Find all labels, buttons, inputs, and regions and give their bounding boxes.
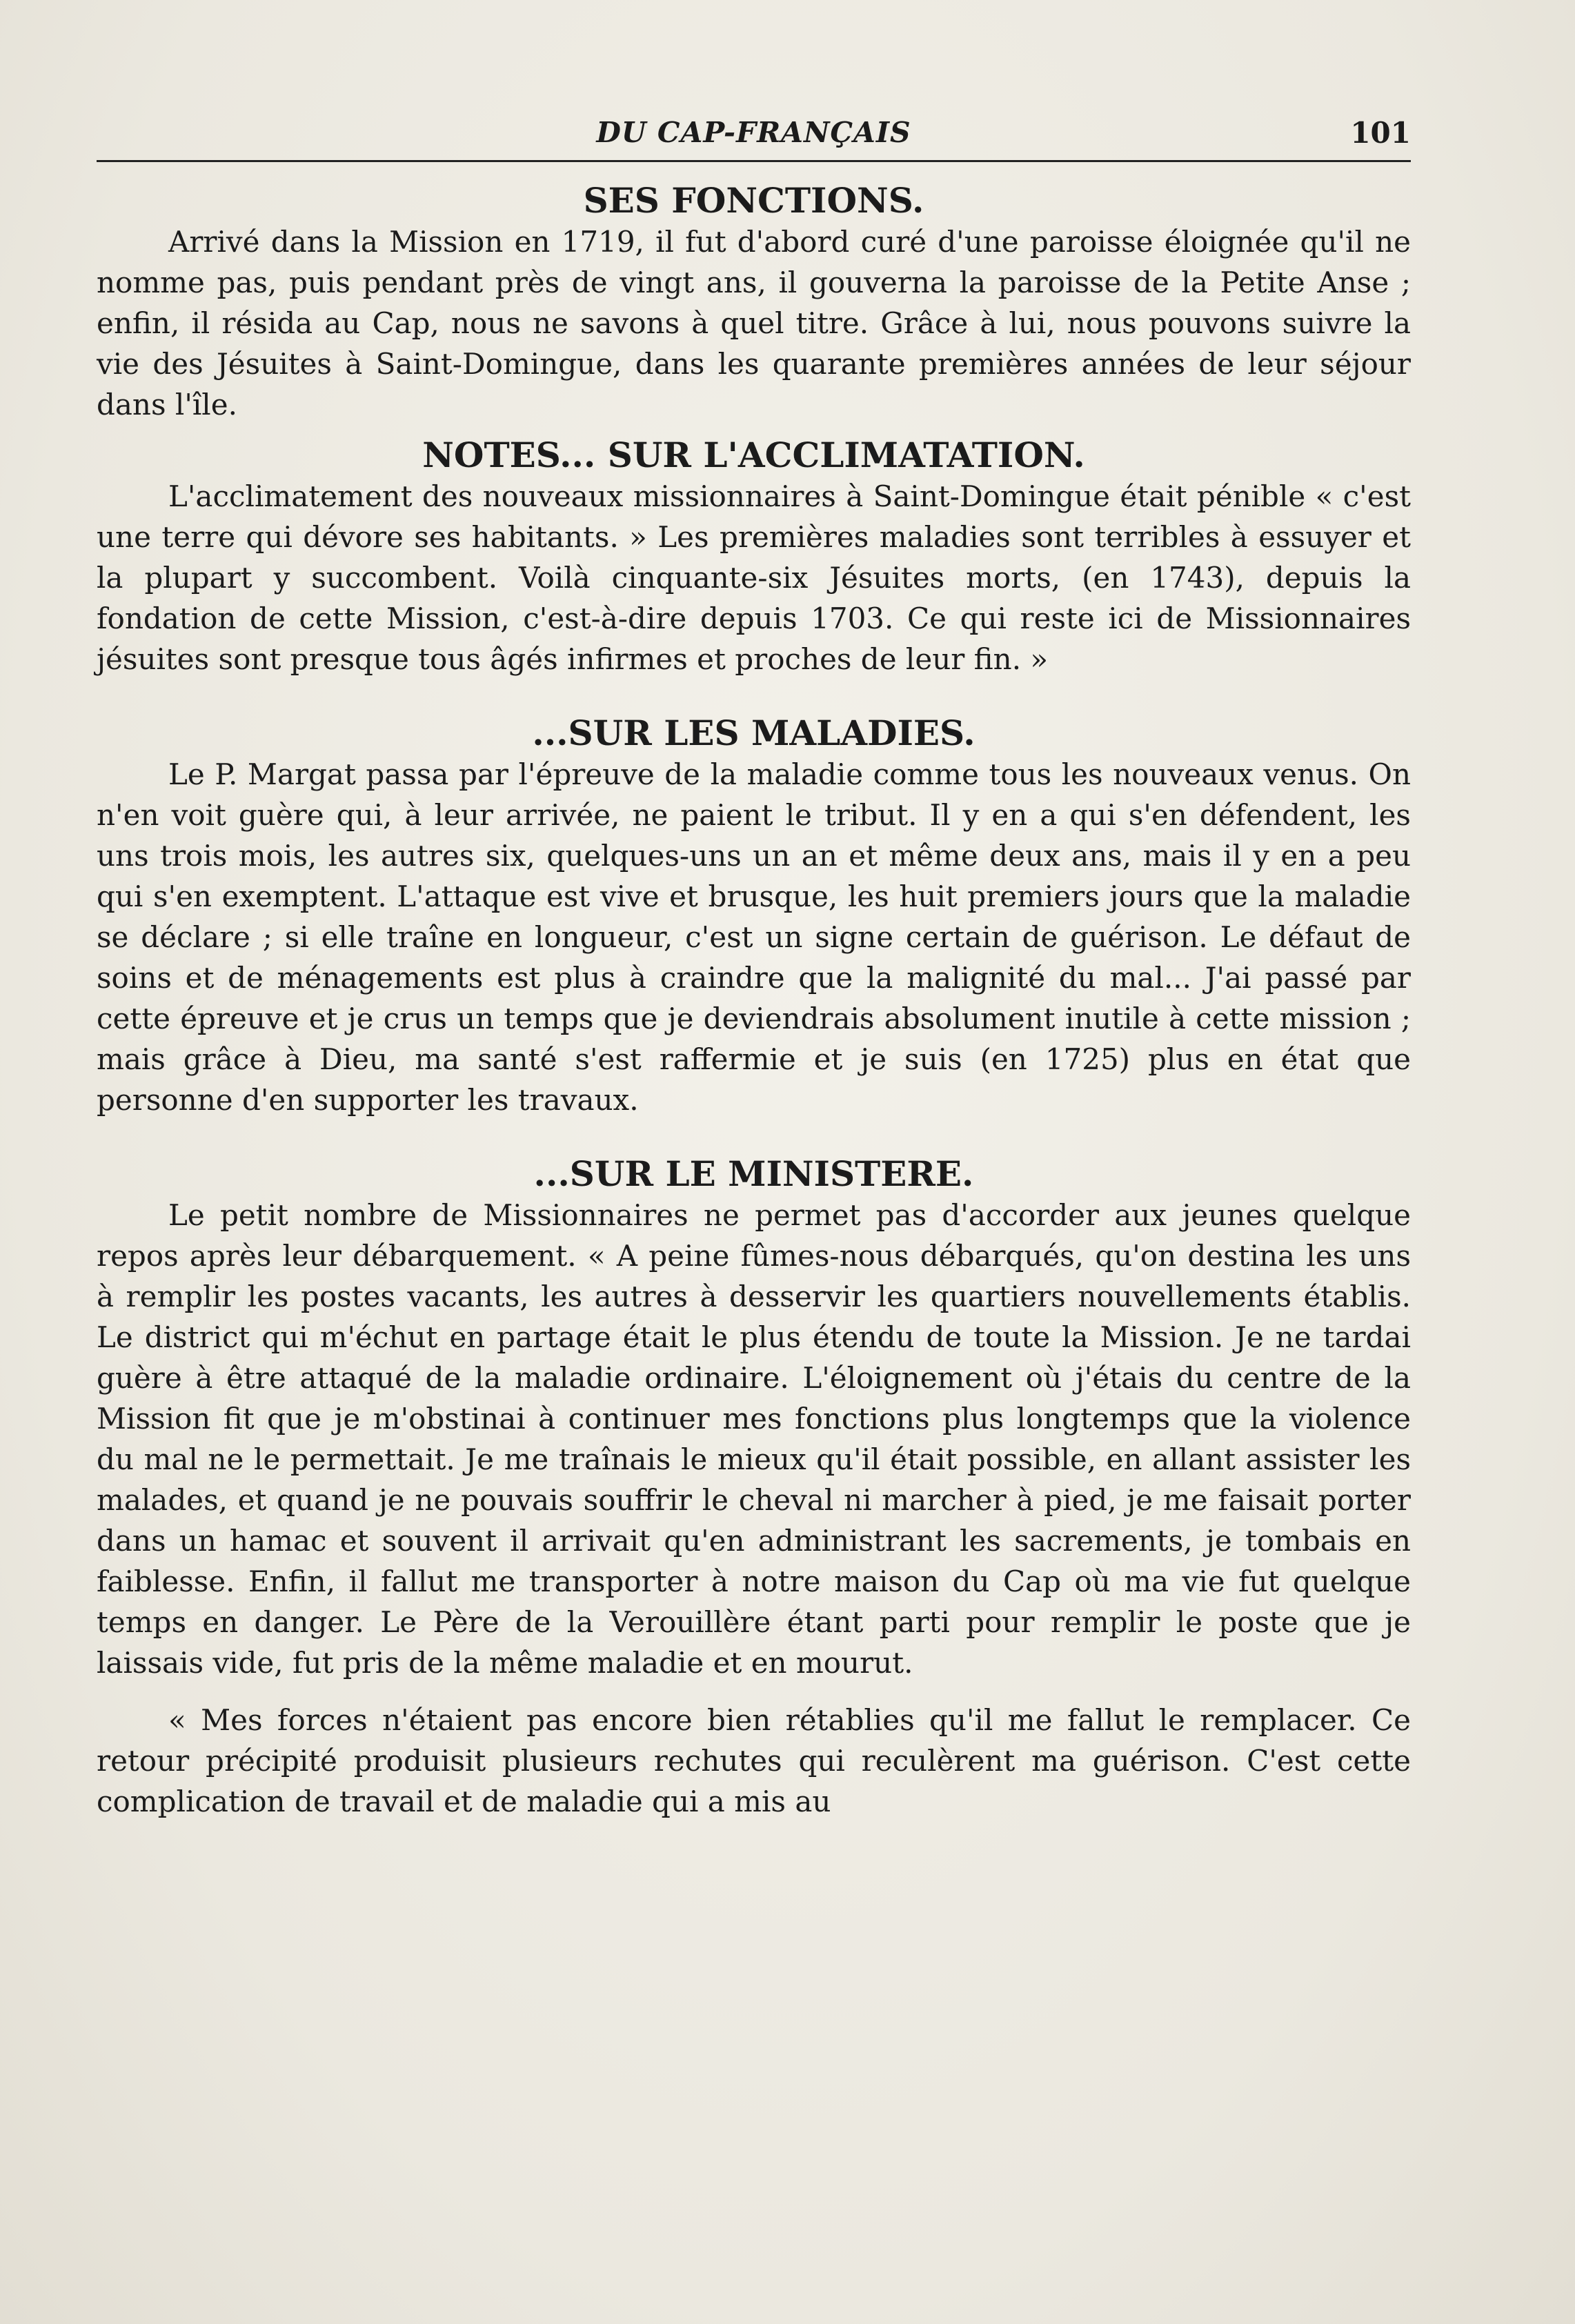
paragraph-fonctions: Arrivé dans la Mission en 1719, il fut d'abord curé d'une paroisse éloignée qu'il ne nomme pas, puis pendant près de vingt ans, il gouverna la paroisse de la Petite Anse ; enfin, il résida au Cap, nous ne savons à quel titre. Grâce à lui, nous pouvons suivre la vie des Jésuites à Saint-Domingue, dans les quarante premières années de leur séjour dans l'île. — [97, 225, 1411, 421]
section-title-maladies: ...SUR LES MALADIES. — [532, 713, 975, 753]
page-content — [97, 109, 1411, 1822]
page-number: 101 — [1350, 116, 1411, 150]
paragraph-ministere-1: Le petit nombre de Missionnaires ne permet pas d'accorder aux jeunes quelque repos après leur débarquement. « A peine fûmes-nous débarqués, qu'on destina les uns à remplir les postes vacants, les autres à desservir les quartiers nouvellements établis. Le district qui m'échut en partage était le plus étendu de toute la Mission. Je ne tardai guère à être attaqué de la maladie ordinaire. L'éloignement où j'étais du centre de la Mission fit que je m'obstinai à continuer mes fonctions plus longtemps que la violence du mal ne le permettait. Je me traînais le mieux qu'il était possible, en allant assister les malades, et quand je ne pouvais souffrir le cheval ni marcher à pied, je me faisait porter dans un hamac et souvent il arrivait qu'en administrant les sacrements, je tombais en faiblesse. Enfin, il fallut me transporter à notre maison du Cap où ma vie fut quelque temps en danger. Le Père de la Verouillère étant parti pour remplir le poste que je laissais vide, fut pris de la même maladie et en mourut. — [97, 1198, 1411, 1680]
paragraph-ministere-2: « Mes forces n'étaient pas encore bien rétablies qu'il me fallut le remplacer. Ce retour précipité produisit plusieurs rechutes qui reculèrent ma guérison. C'est cette complication de travail et de maladie qui a mis au — [97, 1703, 1411, 1818]
section-title-fonctions: SES FONCTIONS. — [583, 180, 924, 221]
paragraph-maladies: Le P. Margat passa par l'épreuve de la maladie comme tous les nouveaux venus. On n'en voit guère qui, à leur arrivée, ne paient le tribut. Il y en a qui s'en défendent, les uns trois mois, les autres six, quelques-uns un an et même deux ans, mais il y en a peu qui s'en exemptent. L'attaque est vive et brusque, les huit premiers jours que la maladie se déclare ; si elle traîne en longueur, c'est un signe certain de guérison. Le défaut de soins et de ménagements est plus à craindre que la malignité du mal... J'ai passé par cette épreuve et je crus un temps que je deviendrais absolument inutile à cette mission ; mais grâce à Dieu, ma santé s'est raffermie et je suis (en 1725) plus en état que personne d'en supporter les travaux. — [97, 757, 1411, 1117]
running-header — [97, 109, 1411, 162]
paragraph-acclimatation: L'acclimatement des nouveaux missionnaires à Saint-Domingue était pénible « c'est une terre qui dévore ses habitants. » Les premières maladies sont terribles à essuyer et la plupart y succombent. Voilà cinquante-six Jésuites morts, (en 1743), depuis la fondation de cette Mission, c'est-à-dire depuis 1703. Ce qui reste ici de Missionnaires jésuites sont presque tous âgés infirmes et proches de leur fin. » — [97, 479, 1411, 676]
section-title-ministere: ...SUR LE MINISTERE. — [533, 1153, 974, 1194]
section-title-acclimatation: NOTES... SUR L'ACCLIMATATION. — [422, 435, 1085, 475]
running-title: DU CAP-FRANÇAIS — [596, 116, 911, 149]
